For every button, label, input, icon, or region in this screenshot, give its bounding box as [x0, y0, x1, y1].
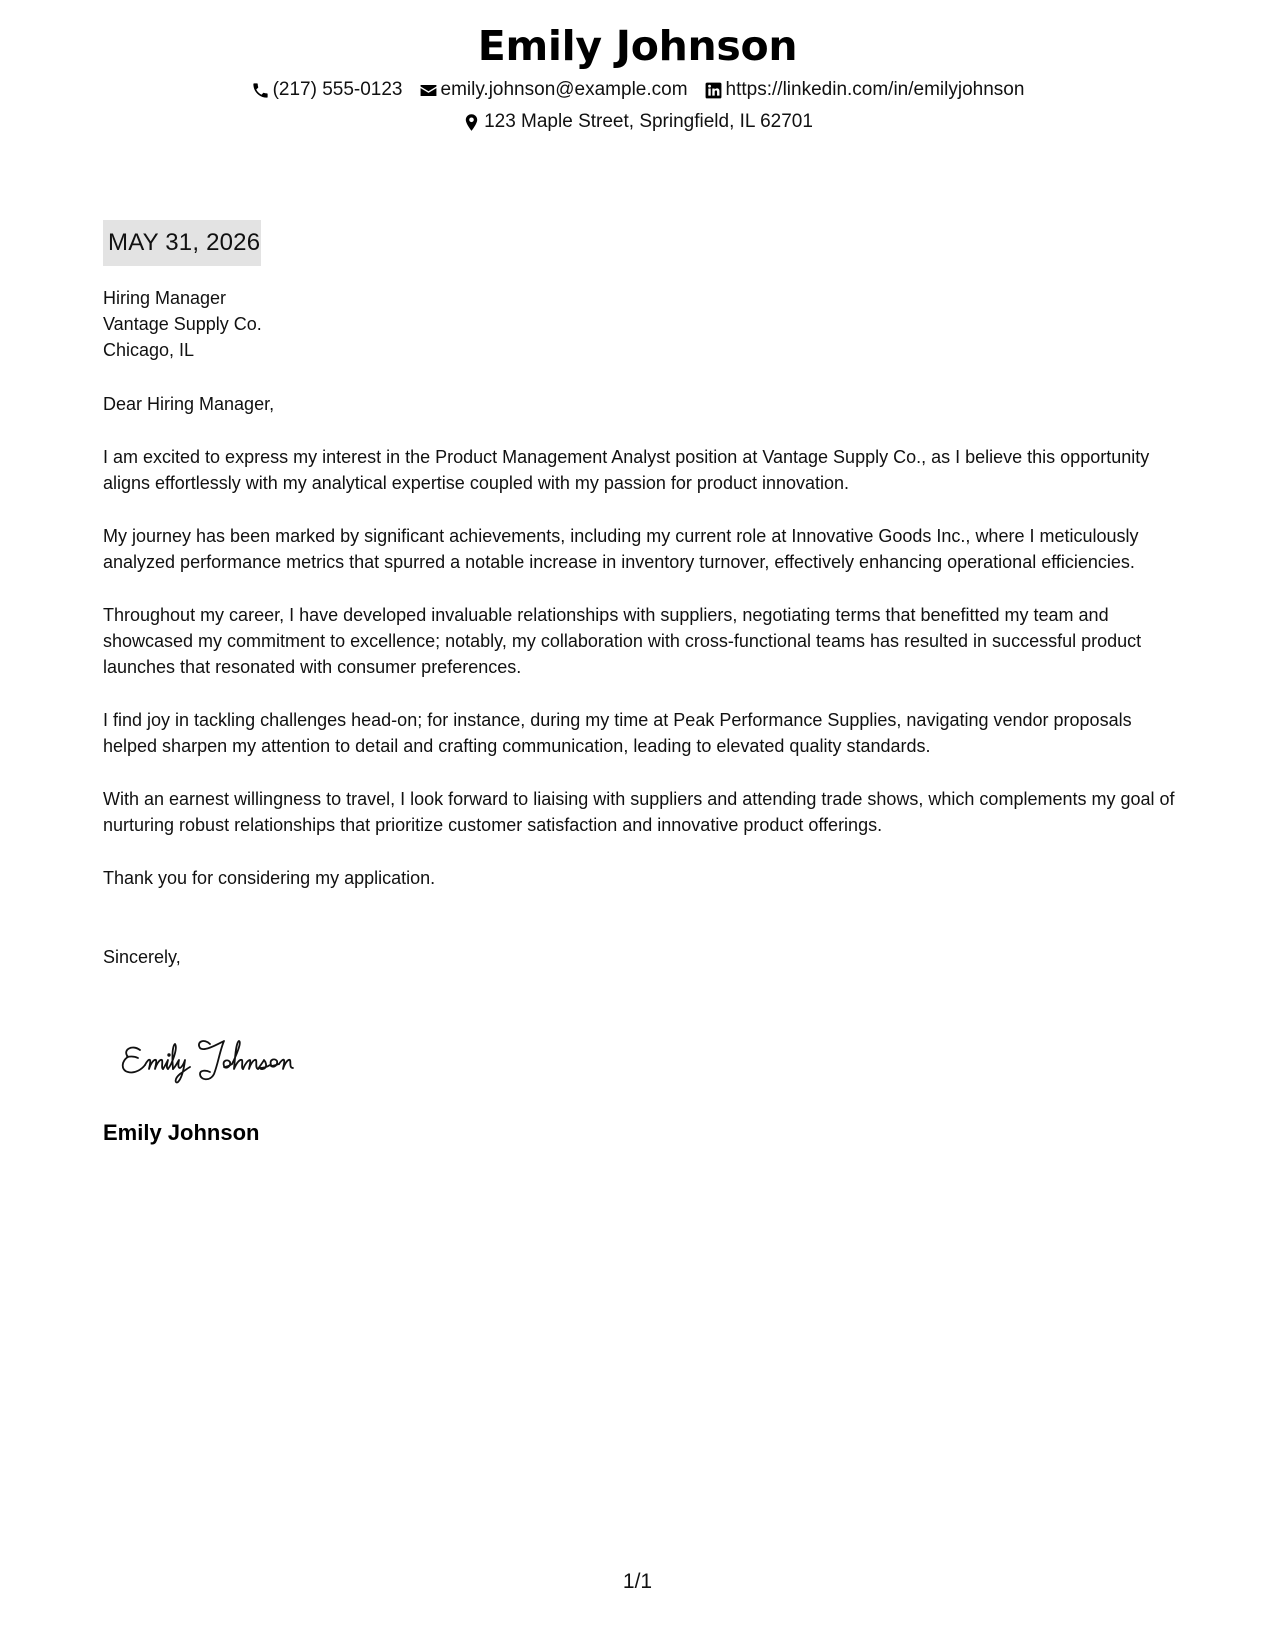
contact-linkedin[interactable]: [704, 74, 1025, 106]
recipient-title: Hiring Manager: [103, 288, 227, 308]
linkedin-link[interactable]: https://linkedin.com/in/emilyjohnson: [725, 79, 1025, 100]
recipient-company: Vantage Supply Co.: [103, 314, 262, 334]
letter-body: [103, 285, 1183, 970]
phone-icon: [251, 81, 270, 100]
contact-address: [462, 106, 813, 138]
page-number: 1/1: [622, 1570, 653, 1593]
handwritten-signature: [118, 1030, 348, 1088]
map-pin-icon: [462, 113, 481, 132]
paragraph: My journey has been marked by significant achievements, including my current role at Innovative Goods Inc., where I meticulously analyzed performance metrics that spurred a notable increase in inventory turnover, effectively enhancing operational efficiencies.: [103, 526, 1139, 572]
address-text: 123 Maple Street, Springfield, IL 62701: [484, 111, 813, 132]
linkedin-icon: [704, 81, 723, 100]
paragraph: I find joy in tackling challenges head-on; for instance, during my time at Peak Performance Supplies, navigating vendor proposals helped sharpen my attention to detail and crafting communication, leading to elevated quality standards.: [103, 710, 1132, 756]
signer-name: Emily Johnson: [103, 1120, 260, 1145]
envelope-icon: [419, 81, 438, 100]
phone-text: (217) 555-0123: [272, 79, 403, 100]
letter-date: MAY 31, 2026: [103, 220, 261, 266]
paragraph: Throughout my career, I have developed invaluable relationships with suppliers, negotiating terms that benefitted my team and showcased my commitment to excellence; notably, my collaboration with cross-functional teams has resulted in successful product launches that resonated with consumer preferences.: [103, 605, 1142, 677]
email-link[interactable]: emily.johnson@example.com: [440, 79, 688, 100]
paragraph: Thank you for considering my application.: [103, 868, 436, 888]
contact-row-primary: [0, 74, 1275, 106]
letter-header: [0, 18, 1275, 138]
recipient-location: Chicago, IL: [103, 340, 195, 360]
contact-phone: [251, 74, 403, 106]
contact-email[interactable]: [419, 74, 688, 106]
header-name: Emily Johnson: [477, 22, 798, 70]
paragraph: I am excited to express my interest in the Product Management Analyst position at Vantage Supply Co., as I believe this opportunity aligns effortlessly with my analytical expertise coupled with my passion for product innovation.: [103, 447, 1150, 493]
closing: Sincerely,: [103, 947, 181, 967]
salutation: Dear Hiring Manager,: [103, 394, 275, 414]
contact-row-address: [0, 106, 1275, 138]
recipient-block: [103, 285, 1183, 363]
paragraph: With an earnest willingness to travel, I look forward to liaising with suppliers and attending trade shows, which complements my goal of nurturing robust relationships that prioritize customer satisfaction and innovative product offerings.: [103, 789, 1175, 835]
